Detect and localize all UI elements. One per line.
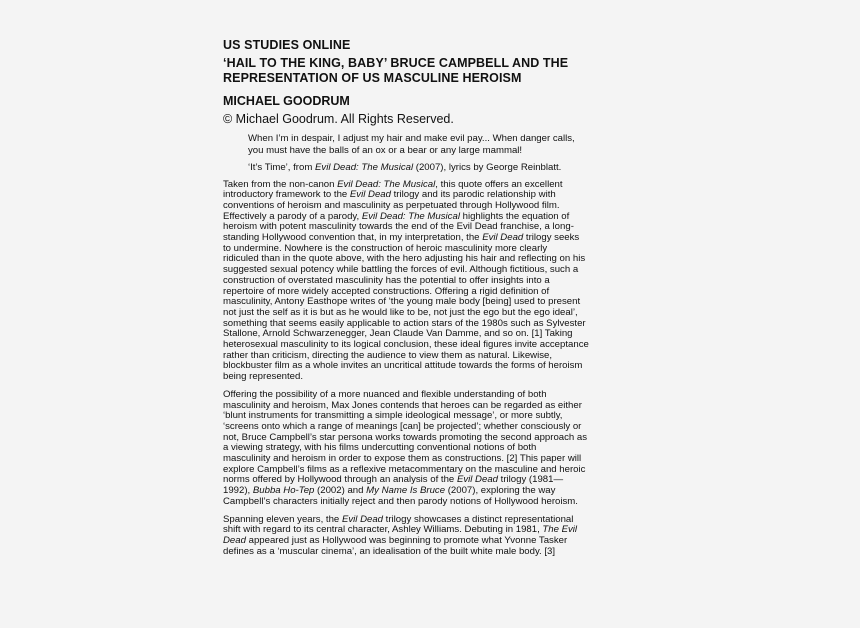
text-run: conventions of heroism and masculinity as perpetuated through Hollywood film.	[223, 199, 560, 211]
text-run: Spanning eleven years, the	[223, 513, 342, 525]
text-run: explore Campbell’s films as a reflexive metacommentary on the masculine and heroic	[223, 463, 586, 475]
paragraph-line	[223, 372, 641, 383]
text-run: introductory framework to the	[223, 189, 350, 201]
text-run: not, Bruce Campbell’s star persona works towards promoting the second approach as	[223, 431, 588, 443]
text-run: , this quote offers an excellent	[435, 178, 563, 190]
text-run: 1992),	[223, 485, 253, 497]
title-line: REPRESENTATION OF US MASCULINE HEROISM	[223, 70, 522, 85]
text-run: highlights the equation of	[459, 210, 570, 222]
text-run: rather than criticism, directing the audience to view them as natural. Likewise,	[223, 349, 553, 361]
text-run: (2002) and	[314, 485, 367, 497]
text-run: trilogy (1981—	[498, 474, 564, 486]
text-run: Effectively a parody of a parody,	[223, 210, 362, 222]
text-run: a viewing strategy, with his films undercutting conventional notions of both	[223, 442, 537, 454]
text-run: standing Hollywood convention that, in my interpretation, the	[223, 232, 483, 244]
text-run: ridiculed than in the quote above, with the hero adjusting his hair and reflecting on his	[223, 253, 586, 265]
body-paragraph	[223, 180, 641, 383]
credit-text: (2007), lyrics by George Reinblatt.	[413, 162, 562, 173]
author-name: MICHAEL GOODRUM	[223, 94, 350, 108]
italic-title: Evil Dead	[456, 474, 498, 486]
journal-name: US STUDIES ONLINE	[223, 38, 351, 52]
text-run: heterosexual masculinity to its logical conclusion, these ideal figures invite acceptance	[223, 339, 589, 351]
credit-work-title: Evil Dead: The Musical	[315, 162, 414, 173]
article-column	[223, 38, 641, 564]
epigraph-line: you must have the balls of an ox or a bear or any large mammal!	[248, 144, 523, 156]
italic-title: Evil Dead: The Musical	[337, 178, 436, 190]
paragraph-line	[223, 547, 641, 558]
text-run: to undermine. Nowhere is the construction of heroic masculinity more clearly	[223, 242, 548, 254]
body-paragraph	[223, 390, 641, 508]
text-run: masculinity and heroism, Max Jones contends that heroes can be regarded as either	[223, 399, 582, 411]
title-line: ‘HAIL TO THE KING, BABY’ BRUCE CAMPBELL AND THE	[223, 56, 569, 70]
text-run: Offering the possibility of a more nuanced and flexible understanding of both	[223, 388, 547, 400]
text-run: trilogy seeks	[523, 232, 580, 244]
paragraph-line	[223, 497, 641, 508]
article-body	[223, 180, 641, 558]
text-run: norms offered by Hollywood through an analysis of the	[223, 474, 457, 486]
text-run: Stallone, Arnold Schwarzenegger, Jean Claude Van Damme, and so on. [1] Taking	[223, 328, 573, 340]
text-run: shift with regard to its central character, Ashley Williams. Debuting in 1981,	[223, 524, 543, 536]
epigraph	[248, 133, 641, 174]
text-run: ‘screens onto which a range of meanings [can] be projected’; whether consciously or	[223, 420, 582, 432]
text-run: not just the self as it is but as he would like to be, not just the ego but the ego ideal’,	[223, 306, 578, 318]
body-paragraph	[223, 515, 641, 558]
text-run: blockbuster film as a whole invites an uncritical attitude towards the forms of heroism	[223, 360, 583, 372]
italic-title: Evil Dead	[349, 189, 391, 201]
text-run: masculinity, Antony Easthope writes of ‘the young male body [being] used to present	[223, 296, 581, 308]
text-run: (2007), exploring the way	[445, 485, 556, 497]
italic-title: Evil Dead: The Musical	[361, 210, 460, 222]
text-run: something that seems easily applicable to action stars of the 1980s such as Sylvester	[223, 317, 586, 329]
italic-title: Bubba Ho-Tep	[252, 485, 315, 497]
text-run: being represented.	[223, 371, 304, 383]
epigraph-quote	[248, 133, 641, 156]
italic-title: My Name Is Bruce	[366, 485, 446, 497]
article-title	[223, 56, 641, 85]
italic-title: Evil Dead	[482, 232, 524, 244]
text-run: Campbell’s characters initially reject and then parody notions of Hollywood heroism.	[223, 495, 578, 507]
text-run: trilogy and its parodic relationship with	[390, 189, 556, 201]
text-run: construction of overstated masculinity has the potential to offer insights into a	[223, 274, 550, 286]
credit-text: ‘It’s Time’, from	[248, 162, 315, 173]
copyright-notice: © Michael Goodrum. All Rights Reserved.	[223, 112, 454, 126]
text-run: repertoire of more widely accepted constructions. Offering a rigid definition of	[223, 285, 550, 297]
epigraph-line: When I’m in despair, I adjust my hair and make evil pay... When danger calls,	[248, 133, 575, 144]
text-run: suggested sexual potency while battling the forces of evil. Although fictitious, such a	[223, 264, 579, 276]
italic-title: Evil Dead	[341, 513, 384, 525]
text-run: heroism with potent masculinity towards the end of the Evil Dead franchise, a long-	[223, 221, 574, 233]
text-run: appeared just as Hollywood was beginning to promote what Yvonne Tasker	[245, 535, 568, 546]
epigraph-credit	[248, 162, 641, 174]
text-run: ‘blunt instruments for transmitting a simple ideological message’, or more subtly,	[223, 410, 563, 422]
text-run: masculinity and heroism in order to expose them as constructions. [2] This paper will	[223, 453, 582, 465]
italic-title: Dead	[223, 535, 246, 546]
text-run: defines as a ‘muscular cinema’, an idealisation of the built white male body. [3]	[223, 545, 556, 557]
italic-title: The Evil	[542, 524, 578, 536]
text-run: Taken from the non-canon	[223, 178, 338, 190]
text-run: trilogy showcases a distinct representational	[383, 513, 574, 525]
